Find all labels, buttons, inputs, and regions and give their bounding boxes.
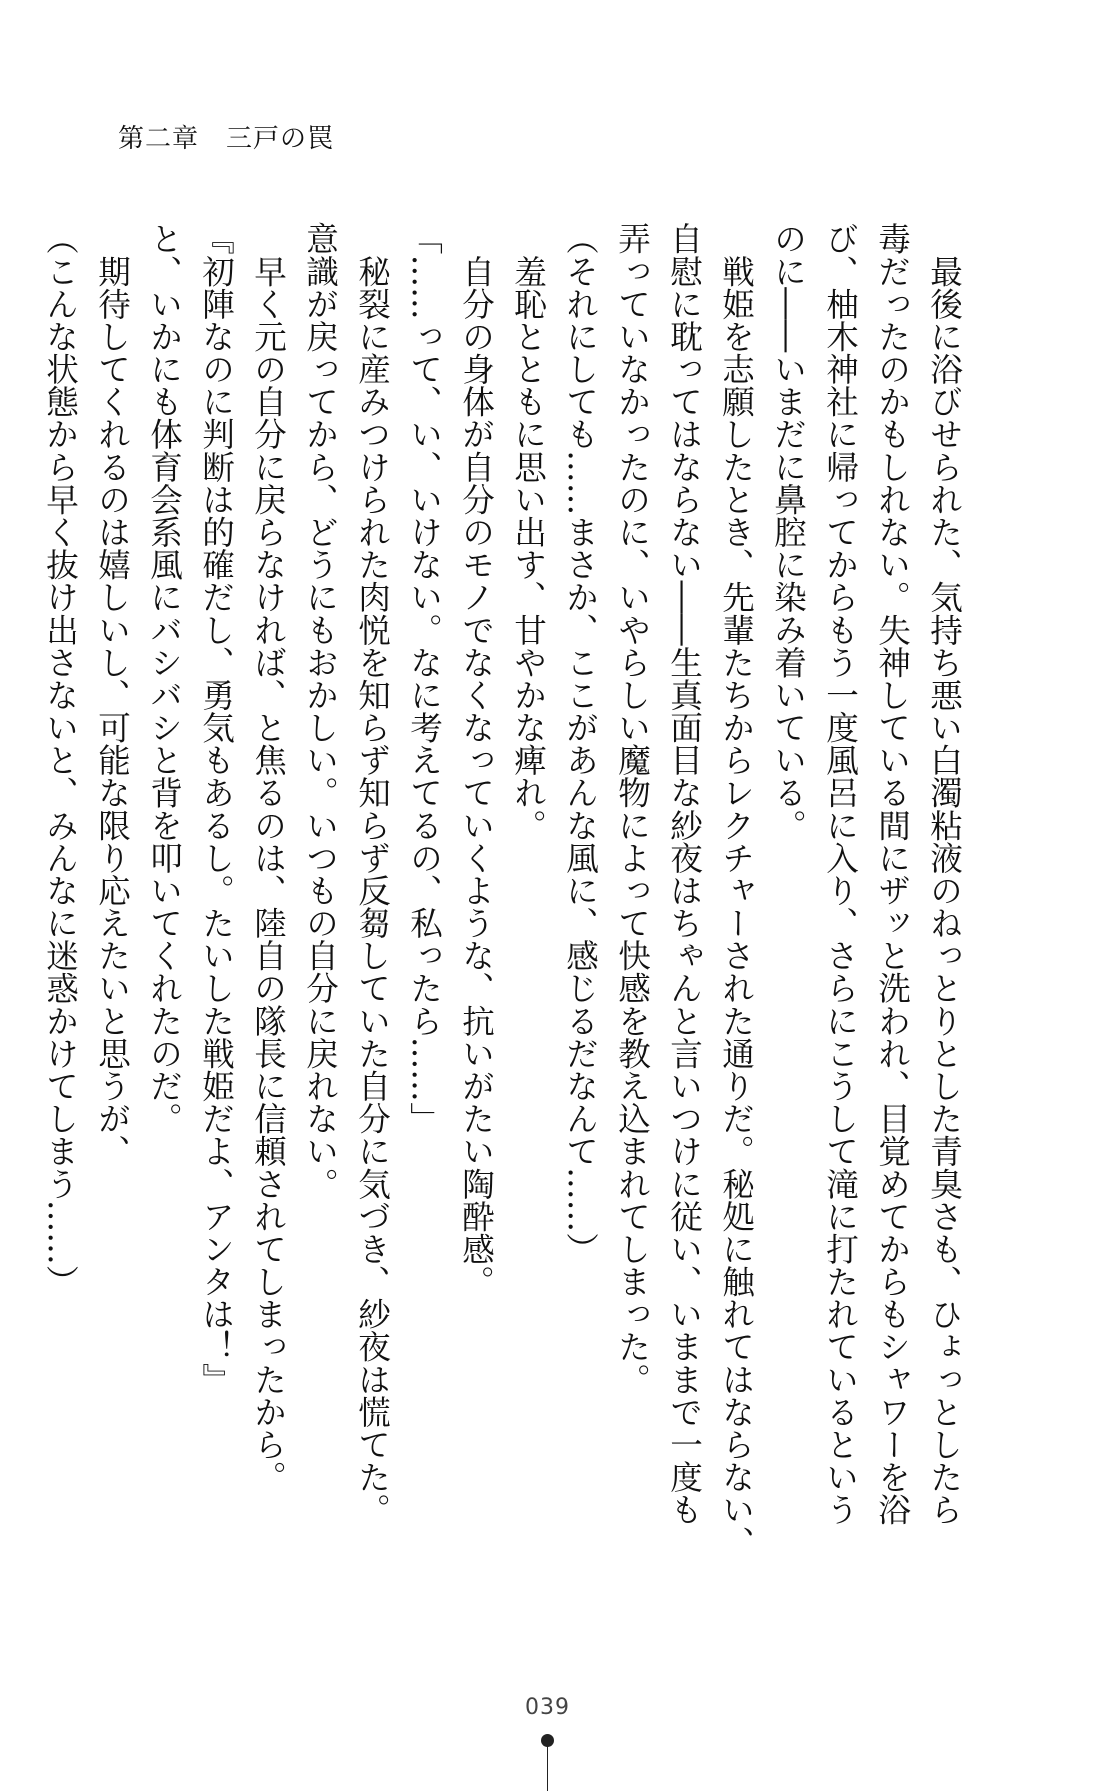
chapter-title: 第二章 三戸の罠 <box>118 124 335 154</box>
text-line-9: 羞恥とともに思い出す、甘やかな痺れ。 <box>509 222 547 842</box>
text-line-16: と、いかにも体育会系風にバシバシと背を叩いてくれたのだ。 <box>145 222 183 1135</box>
body-text <box>41 222 970 1559</box>
text-line-14: 早く元の自分に戻らなければ、と焦るのは、陸自の隊長に信頼されてしまったから。 <box>249 222 287 1494</box>
text-line-4: のに――いまだに鼻腔に染み着いている。 <box>769 222 807 842</box>
text-line-12: 秘裂に産みつけられた肉悦を知らず知らず反芻していた自分に気づき、紗夜は慌てた。 <box>353 222 391 1526</box>
text-line-2: 毒だったのかもしれない。失神している間にザッと洗われ、目覚めてからもシャワーを浴 <box>873 222 911 1526</box>
text-line-5: 戦姫を志願したとき、先輩たちからレクチャーされた通りだ。秘処に触れてはならない、 <box>717 222 755 1559</box>
page-ornament-rule <box>547 1746 548 1791</box>
text-line-13: 意識が戻ってから、どうにもおかしい。いつもの自分に戻れない。 <box>301 222 339 1200</box>
text-line-10: 自分の身体が自分のモノでなくなっていくような、抗いがたい陶酔感。 <box>457 222 495 1298</box>
text-line-6: 自慰に耽ってはならない――生真面目な紗夜はちゃんと言いつけに従い、いままで一度も <box>665 222 703 1526</box>
text-line-1: 最後に浴びせられた、気持ち悪い白濁粘液のねっとりとした青臭さも、ひょっとしたら <box>925 222 963 1526</box>
text-line-15: 『初陣なのに判断は的確だし、勇気もあるし。たいした戦姫だよ、アンタは！』 <box>197 222 235 1396</box>
text-line-18: （こんな状態から早く抜け出さないと、みんなに迷惑かけてしまう……） <box>41 222 79 1298</box>
text-line-3: び、柚木神社に帰ってからもう一度風呂に入り、さらにこうして滝に打たれているという <box>821 222 859 1526</box>
text-line-11: 「……って、い、いけない。なに考えてるの、私ったら……」 <box>405 222 443 1135</box>
text-line-8: （それにしても……まさか、ここがあんな風に、感じるだなんて……） <box>561 222 599 1265</box>
text-line-7: 弄っていなかったのに、いやらしい魔物によって快感を教え込まれてしまった。 <box>613 222 651 1396</box>
text-line-17: 期待してくれるのは嬉しいし、可能な限り応えたいと思うが、 <box>93 222 131 1168</box>
page-number: 039 <box>525 1695 570 1720</box>
